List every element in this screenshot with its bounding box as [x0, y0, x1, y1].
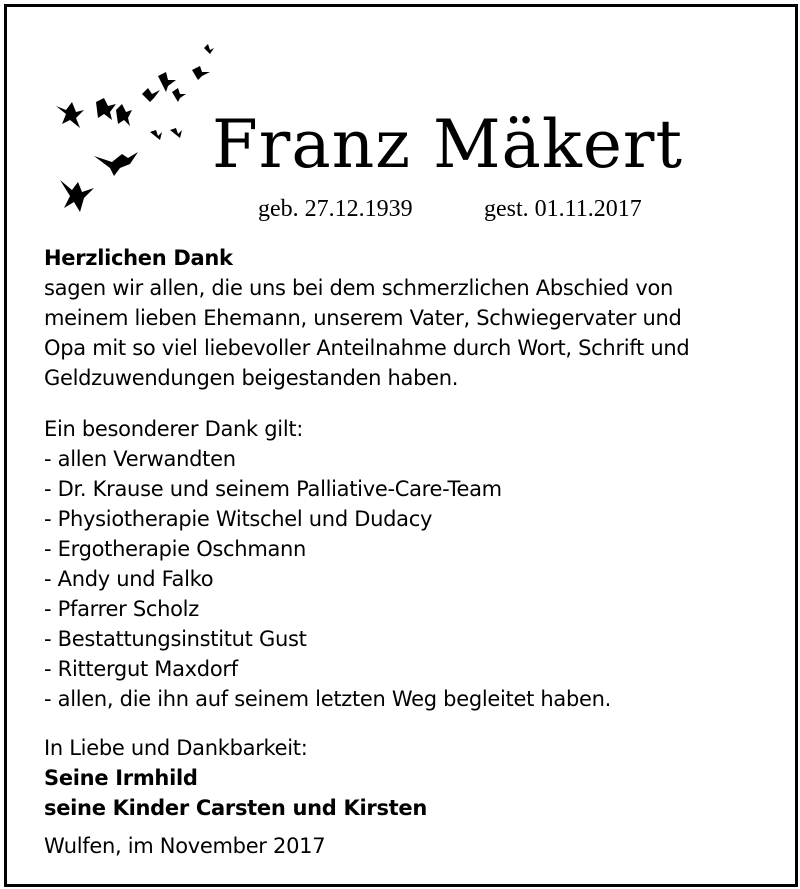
list-item: - Ergotherapie Oschmann [44, 537, 307, 561]
closing-line: In Liebe und Dankbarkeit: [44, 736, 308, 760]
signature-section [44, 733, 774, 823]
intro-line: meinem lieben Ehemann, unserem Vater, Schwiegervater und [44, 306, 682, 330]
special-thanks-heading: Ein besonderer Dank gilt: [44, 417, 304, 441]
intro-line: Opa mit so viel liebevoller Anteilnahme durch Wort, Schrift und [44, 336, 690, 360]
place-date: Wulfen, im November 2017 [44, 834, 326, 858]
flying-birds-icon [50, 40, 230, 230]
list-item: - Andy und Falko [44, 567, 214, 591]
birth-date: geb. 27.12.1939 [258, 196, 413, 222]
list-item: - Dr. Krause und seinem Palliative-Care-Team [44, 477, 502, 501]
list-item: - Physiotherapie Witschel und Dudacy [44, 507, 433, 531]
signature-children: seine Kinder Carsten und Kirsten [44, 796, 427, 820]
thanks-heading: Herzlichen Dank [44, 246, 233, 270]
deceased-name: Franz Mäkert [212, 106, 684, 183]
special-thanks-section [44, 414, 774, 714]
list-item: - Bestattungsinstitut Gust [44, 627, 307, 651]
thanks-intro [44, 243, 774, 393]
list-item: - Pfarrer Scholz [44, 597, 199, 621]
list-item: - allen Verwandten [44, 447, 236, 471]
intro-line: Geldzuwendungen beigestanden haben. [44, 366, 459, 390]
intro-line: sagen wir allen, die uns bei dem schmerzlichen Abschied von [44, 276, 674, 300]
list-item: - Rittergut Maxdorf [44, 657, 238, 681]
signature-wife: Seine Irmhild [44, 766, 198, 790]
list-item: - allen, die ihn auf seinem letzten Weg begleitet haben. [44, 687, 612, 711]
death-date: gest. 01.11.2017 [484, 196, 642, 222]
